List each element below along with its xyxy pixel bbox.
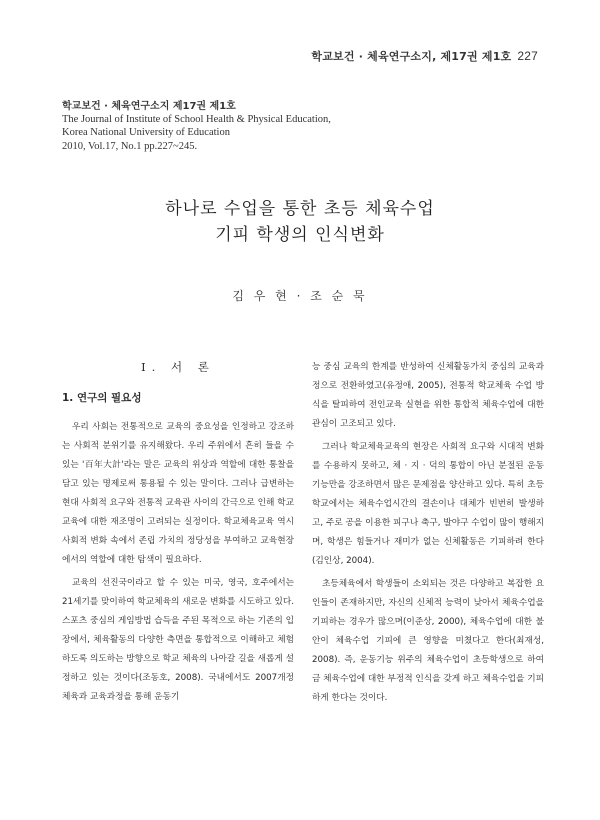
right-column — [312, 358, 544, 712]
paragraph: 우리 사회는 전통적으로 교육의 중요성을 인정하고 강조하는 사회적 분위기를 유지해왔다. 우리 주위에서 흔히 들을 수 있는 '百年大計'라는 말은 교육의 위상과 역할에 대한 통찰을 담고 있는 명제로써 통용될 수 있는 말이다. 그러나 급변하는 현대 사회적 요구와 전통적 교육관 사이의 간극으로 인해 학교교육에 대한 재조명이 고려되는 실정이다. 학교체육교육 역시 사회적 변화 속에서 존립 가치의 정당성을 부여하고 교육현장에서의 역할에 대한 탐색이 필요하다. — [62, 422, 294, 565]
institution: Korea National University of Education — [62, 127, 230, 139]
section-heading: Ⅰ. 서 론 — [141, 360, 215, 374]
paragraph: 초등체육에서 학생들이 소외되는 것은 다양하고 복잡한 요인들이 존재하지만, 자신의 신체적 능력이 낮아서 체육수업을 기피하는 경우가 많으며(이준상, 2000), 체육수업에 대한 불안이 체육수업 기피에 큰 영향을 미쳤다고 한다(최재성, 2008). 즉, 운동기능 위주의 체육수업이 초등학생으로 하여금 체육수업에 대한 부정적 인식을 갖게 하고 체육수업을 기피하게 한다는 것이다. — [312, 579, 544, 703]
title-line-1: 하나로 수업을 통한 초등 체육수업 — [165, 199, 435, 219]
authors: 김 우 현 · 조 순 묵 — [232, 289, 368, 303]
journal-info — [62, 100, 331, 153]
citation: 2010, Vol.17, No.1 pp.227~245. — [62, 140, 198, 152]
title-line-2: 기피 학생의 인식변화 — [215, 225, 385, 245]
journal-name-english: The Journal of Institute of School Health & Physical Education, — [62, 114, 331, 126]
journal-name-korean: 학교보건 · 체육연구소지 제17권 제1호 — [62, 101, 236, 112]
paper-title — [0, 196, 600, 248]
left-column — [62, 358, 294, 711]
paragraph: 교육의 선진국이라고 할 수 있는 미국, 영국, 호주에서는 21세기를 맞이하여 학교체육의 새로운 변화를 시도하고 있다. 스포츠 중심의 게임방법 습득을 주된 목적으로 하는 기존의 입장에서, 체육활동의 다양한 측면을 통합적으로 이해하고 체험하도록 의도하는 방향으로 학교 체육의 나아갈 길을 새롭게 설정하고 있는 것이다(조동호, 2008). 국내에서도 2007개정 체육과 교육과정을 통해 운동기 — [62, 578, 294, 702]
paragraph: 그러나 학교체육교육의 현장은 사회적 요구와 시대적 변화를 수용하지 못하고, 체 · 지 · 덕의 통합이 아닌 분절된 운동 기능만을 강조하면서 많은 문제점을 양산하고 있다. 특히 초등학교에서는 체육수업시간의 결손이나 대체가 빈번히 발생하고, 주로 공을 이용한 피구나 축구, 발야구 수업이 많이 행해지며, 학생은 힘들거나 재미가 없는 신체활동은 기피하려 한다(김인상, 2004). — [312, 442, 544, 566]
running-head-journal: 학교보건 · 체육연구소지, 제17권 제1호 — [311, 50, 512, 63]
page-number: 227 — [517, 49, 538, 63]
running-head — [311, 48, 538, 64]
subsection-heading: 1. 연구의 필요성 — [62, 392, 142, 404]
paragraph: 능 중심 교육의 한계를 반성하여 신체활동가치 중심의 교육과정으로 전환하였고(유정애, 2005), 전통적 학교체육 수업 방식을 탈피하여 전인교육 실현을 위한 통합적 체육수업에 대한 관심이 고조되고 있다. — [312, 362, 544, 429]
